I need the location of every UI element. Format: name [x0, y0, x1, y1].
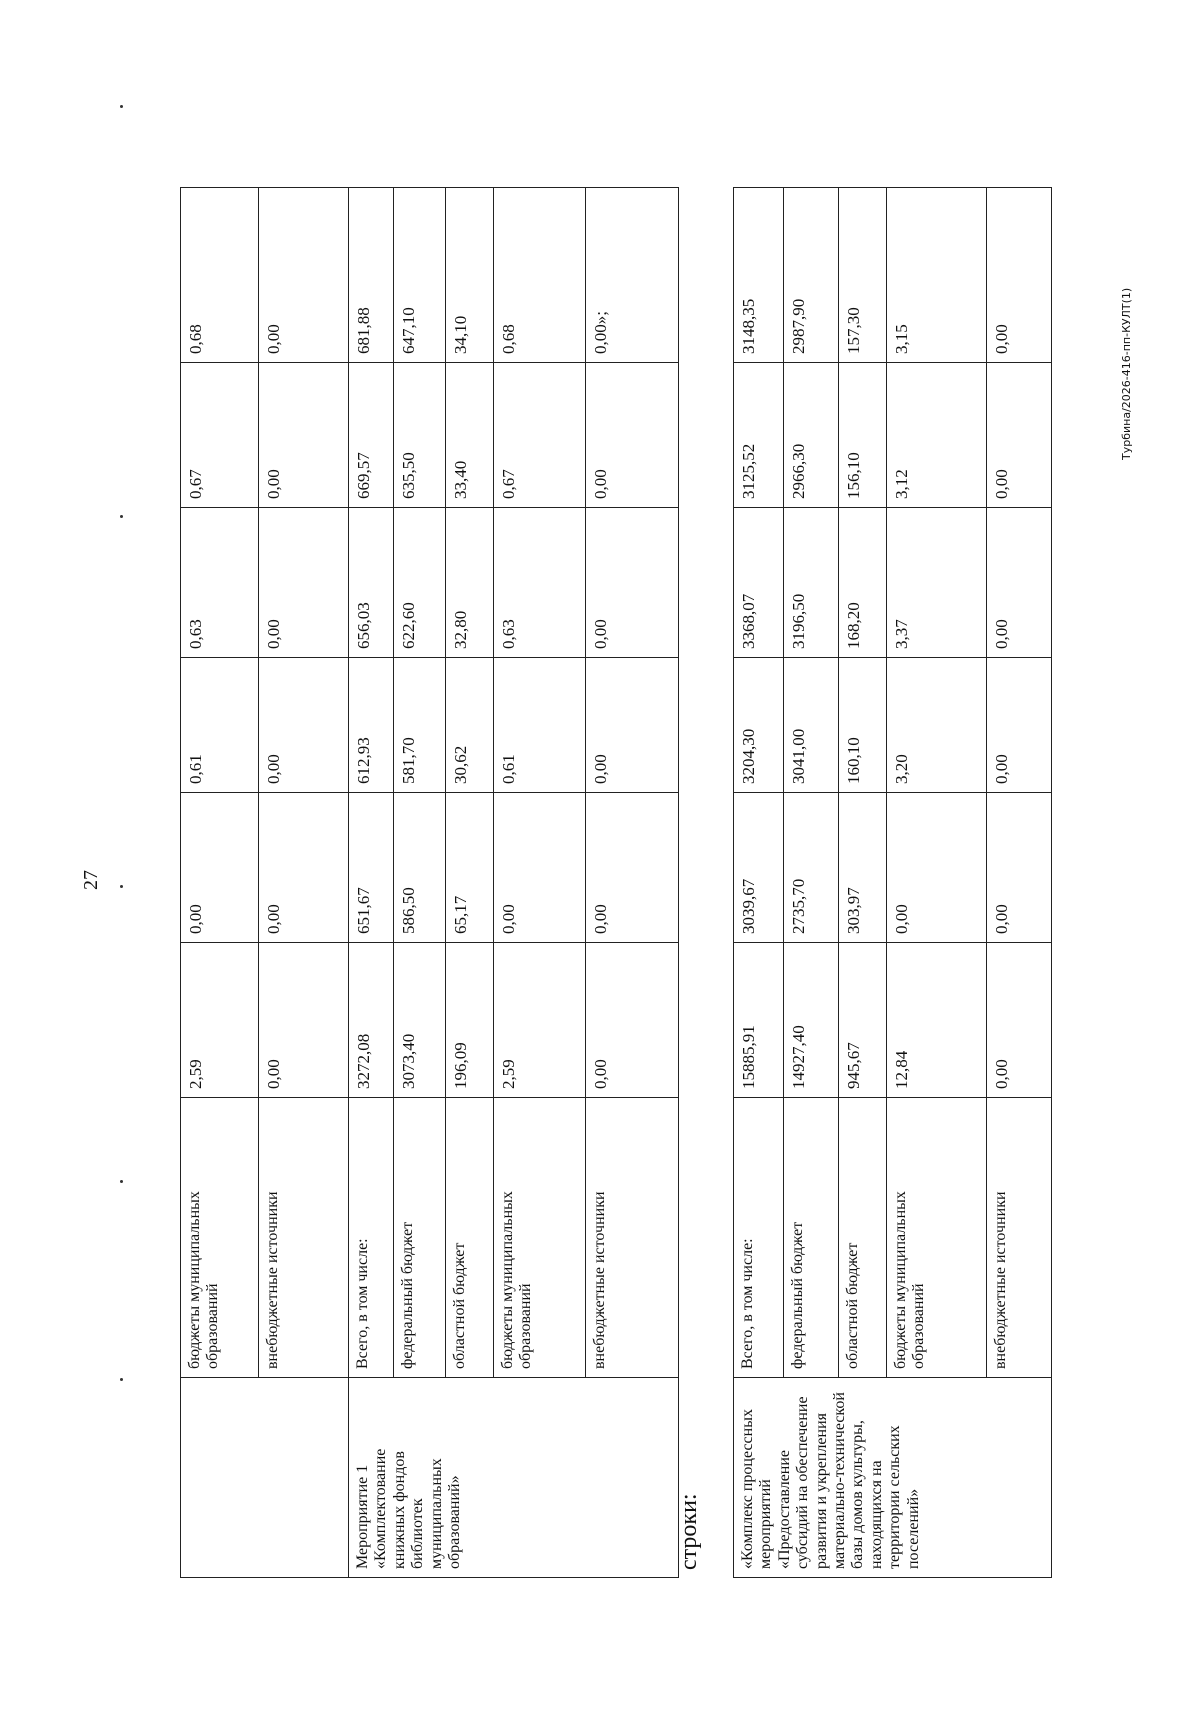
scan-dot: [120, 105, 123, 108]
value-cell: 2735,70: [784, 793, 839, 943]
source-cell: внебюджетные источники: [987, 1098, 1052, 1378]
value-cell: 160,10: [839, 658, 887, 793]
value-cell: 0,00: [987, 943, 1052, 1098]
table-row: [394, 188, 446, 1578]
value-cell: 0,00: [586, 658, 679, 793]
value-cell: 0,00: [259, 188, 349, 363]
value-cell: 3,37: [887, 508, 987, 658]
value-cell: 612,93: [349, 658, 394, 793]
value-cell: 681,88: [349, 188, 394, 363]
source-cell: бюджеты муниципальных образований: [181, 1098, 259, 1378]
value-cell: 32,80: [446, 508, 494, 658]
rows-caption: строки:: [676, 1493, 702, 1570]
value-cell: 2,59: [494, 943, 586, 1098]
value-cell: 0,00: [259, 508, 349, 658]
value-cell: 669,57: [349, 363, 394, 508]
source-cell: внебюджетные источники: [259, 1098, 349, 1378]
value-cell: 0,61: [494, 658, 586, 793]
source-cell: федеральный бюджет: [784, 1098, 839, 1378]
value-cell: 0,63: [181, 508, 259, 658]
scan-dot: [120, 885, 123, 888]
value-cell: 0,00: [259, 943, 349, 1098]
value-cell: 586,50: [394, 793, 446, 943]
value-cell: 581,70: [394, 658, 446, 793]
table-row: [586, 188, 679, 1578]
value-cell: 0,00: [586, 793, 679, 943]
value-cell: 3041,00: [784, 658, 839, 793]
value-cell: 0,67: [494, 363, 586, 508]
value-cell: 168,20: [839, 508, 887, 658]
scan-dot: [120, 1180, 123, 1183]
table-row: [181, 188, 259, 1578]
value-cell: 0,63: [494, 508, 586, 658]
value-cell: 3,20: [887, 658, 987, 793]
table-row: [259, 188, 349, 1578]
value-cell: 0,00: [586, 943, 679, 1098]
value-cell: 15885,91: [734, 943, 784, 1098]
table-row: [839, 188, 887, 1578]
document-code: Турбина/2026-416-пп-КУЛТ(1): [1120, 287, 1133, 460]
value-cell: 3272,08: [349, 943, 394, 1098]
value-cell: 0,00: [987, 793, 1052, 943]
value-cell: 635,50: [394, 363, 446, 508]
value-cell: 33,40: [446, 363, 494, 508]
value-cell: 3125,52: [734, 363, 784, 508]
source-cell: федеральный бюджет: [394, 1098, 446, 1378]
scan-dot: [120, 1378, 123, 1381]
event-name-cell: Мероприятие 1 «Комплектование книжных фондов библиотек муниципальных образований»: [349, 1378, 679, 1578]
value-cell: 2,59: [181, 943, 259, 1098]
value-cell: 0,68: [181, 188, 259, 363]
value-cell: 0,00: [987, 363, 1052, 508]
complex-name-cell: «Комплекс процессных мероприятий «Предоставление субсидий на обеспечение развития и укрепления материально-технической базы домов культуры, находящихся на территории сельских поселений»: [734, 1378, 1052, 1578]
value-cell: 0,67: [181, 363, 259, 508]
value-cell: 945,67: [839, 943, 887, 1098]
value-cell: 0,00: [987, 658, 1052, 793]
value-cell: 303,97: [839, 793, 887, 943]
table-row: [734, 188, 784, 1578]
funding-table-top: [180, 187, 679, 1578]
source-cell: областной бюджет: [446, 1098, 494, 1378]
value-cell: 3,12: [887, 363, 987, 508]
value-cell: 0,00: [887, 793, 987, 943]
table-row: [784, 188, 839, 1578]
table-row: [349, 188, 394, 1578]
value-cell: 14927,40: [784, 943, 839, 1098]
value-cell: 0,61: [181, 658, 259, 793]
value-cell: 3,15: [887, 188, 987, 363]
value-cell: 3148,35: [734, 188, 784, 363]
value-cell: 34,10: [446, 188, 494, 363]
value-cell: 0,00: [494, 793, 586, 943]
table-row: [887, 188, 987, 1578]
value-cell: 622,60: [394, 508, 446, 658]
value-cell: 3073,40: [394, 943, 446, 1098]
value-cell: 2966,30: [784, 363, 839, 508]
table-row: [987, 188, 1052, 1578]
value-cell: 65,17: [446, 793, 494, 943]
value-cell: 0,00: [259, 363, 349, 508]
value-cell: 3039,67: [734, 793, 784, 943]
value-cell: 0,00: [586, 508, 679, 658]
value-cell: 0,00»;: [586, 188, 679, 363]
source-cell: внебюджетные источники: [586, 1098, 679, 1378]
source-cell: областной бюджет: [839, 1098, 887, 1378]
value-cell: 0,00: [987, 188, 1052, 363]
scan-dot: [120, 515, 123, 518]
table-row: [446, 188, 494, 1578]
value-cell: 0,00: [181, 793, 259, 943]
event-name-cell: [181, 1378, 349, 1578]
value-cell: 0,00: [987, 508, 1052, 658]
value-cell: 157,30: [839, 188, 887, 363]
value-cell: 3368,07: [734, 508, 784, 658]
value-cell: 0,00: [586, 363, 679, 508]
value-cell: 2987,90: [784, 188, 839, 363]
value-cell: 647,10: [394, 188, 446, 363]
value-cell: 0,00: [259, 658, 349, 793]
rotated-page-content: [180, 158, 1110, 1578]
value-cell: 3204,30: [734, 658, 784, 793]
source-cell: Всего, в том числе:: [349, 1098, 394, 1378]
source-cell: бюджеты муниципальных образований: [887, 1098, 987, 1378]
value-cell: 156,10: [839, 363, 887, 508]
source-cell: Всего, в том числе:: [734, 1098, 784, 1378]
value-cell: 30,62: [446, 658, 494, 793]
value-cell: 12,84: [887, 943, 987, 1098]
value-cell: 0,68: [494, 188, 586, 363]
source-cell: бюджеты муниципальных образований: [494, 1098, 586, 1378]
value-cell: 651,67: [349, 793, 394, 943]
page-number: 27: [80, 870, 102, 890]
funding-table-bottom: [733, 187, 1052, 1578]
table-row: [494, 188, 586, 1578]
value-cell: 0,00: [259, 793, 349, 943]
value-cell: 3196,50: [784, 508, 839, 658]
value-cell: 656,03: [349, 508, 394, 658]
value-cell: 196,09: [446, 943, 494, 1098]
